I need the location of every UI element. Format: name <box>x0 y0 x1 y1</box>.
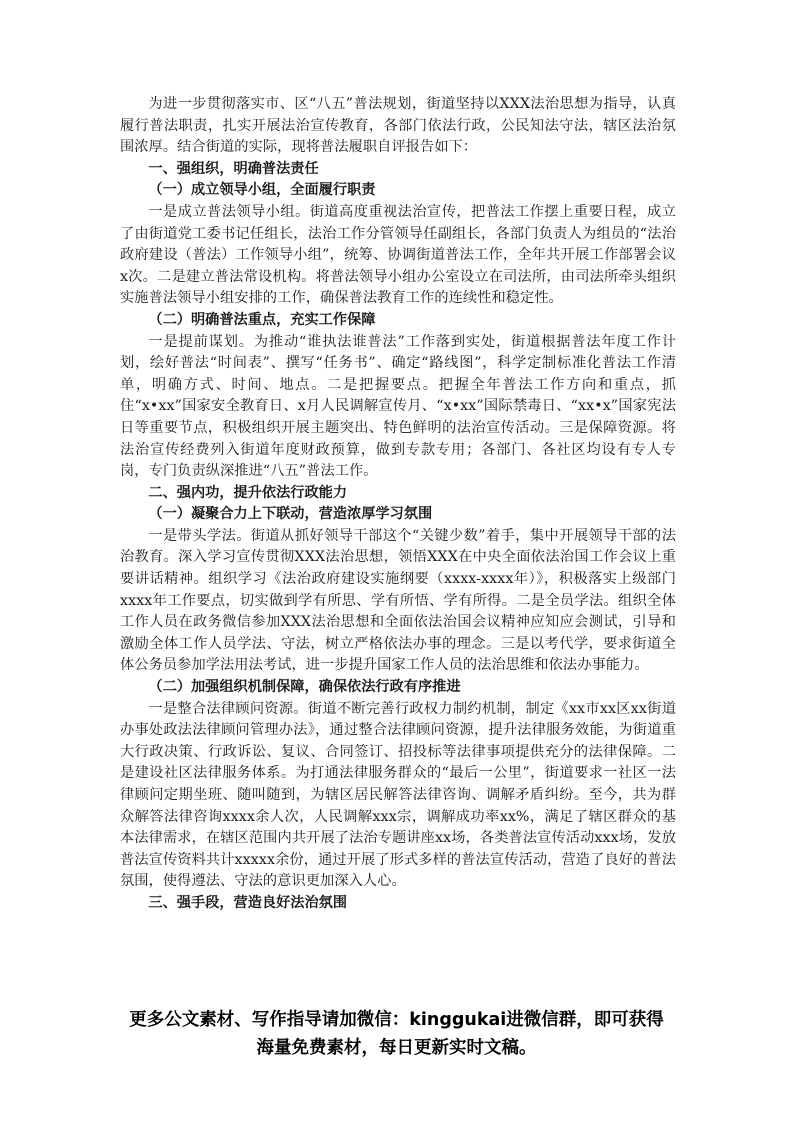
section-2-2-body: 一是整合法律顾问资源。街道不断完善行政权力制约机制，制定《xx市xx区xx街道办事处政法法律顾问管理办法》，通过整合法律顾问资源，提升法律服务效能，为街道重大行政决策、行政诉讼、复议、合同签订、招投标等法律事项提供充分的法律保障。二是建设社区法律服务体系。为打通法律服务群众的“最后一公里”，街道要求一社区一法律顾问定期坐班、随叫随到，为辖区居民解答法律咨询、调解矛盾纠纷。至今，共为群众解答法律咨询xxxx余人次，人民调解xxx宗，调解成功率xx%，满足了辖区群众的基本法律需求，在辖区范围内共开展了法治专题讲座xx场，各类普法宣传活动xxx场，发放普法宣传资料共计xxxxx余份，通过开展了形式多样的普法宣传活动，营造了良好的普法氛围，使得遵法、守法的意识更加深入人心。 <box>120 700 676 890</box>
section-1-2-body: 一是提前谋划。为推动“谁执法谁普法”工作落到实处，街道根据普法年度工作计划，绘好普法“时间表”、撰写“任务书”、确定“路线图”，科学定制标准化普法工作清单，明确方式、时间、地点。二是把握要点。把握全年普法工作方向和重点，抓住“x•xx”国家安全教育日、x月人民调解宣传月、“x•xx”国际禁毒日、“xx•x”国家宪法日等重要节点，积极组织开展主题突出、特色鲜明的法治宣传活动。三是保障资源。将法治宣传经费列入街道年度财政预算，做到专款专用；各部门、各社区均设有专人专岗，专门负责纵深推进“八五”普法工作。 <box>120 333 676 480</box>
section-1-2-heading: （二）明确普法重点，充实工作保障 <box>148 311 376 328</box>
promo-footer <box>100 1006 693 1062</box>
section-1-1-heading: （一）成立领导小组，全面履行职责 <box>148 182 376 199</box>
intro-paragraph: 为进一步贯彻落实市、区“八五”普法规划，街道坚持以XXX法治思想为指导，认真履行普法职责，扎实开展法治宣传教育，各部门依法行政，公民知法守法，辖区法治氛围浓厚。结合街道的实际，现将普法履职自评报告如下： <box>120 96 676 156</box>
section-2-1-body: 一是带头学法。街道从抓好领导干部这个“关键少数”着手，集中开展领导干部的法治教育。深入学习宣传贯彻XXX法治思想，领悟XXX在中央全面依法治国工作会议上重要讲话精神。组织学习《法治政府建设实施纲要（xxxx-xxxx年）》，积极落实上级部门xxxx年工作要点，切实做到学有所思、学有所悟、学有所得。二是全员学法。组织全体工作人员在政务微信参加XXX法治思想和全面依法治国会议精神应知应会测试，引导和激励全体工作人员学法、守法，树立严格依法办事的理念。三是以考代学，要求街道全体公务员参加学法用法考试，进一步提升国家工作人员的法治思维和依法办事能力。 <box>120 527 676 674</box>
section-1-1-body: 一是成立普法领导小组。街道高度重视法治宣传，把普法工作摆上重要日程，成立了由街道党工委书记任组长，法治工作分管领导任副组长，各部门负责人为组员的“法治政府建设（普法）工作领导小组”，统筹、协调街道普法工作，全年共开展工作部署会议x次。二是建立普法常设机构。将普法领导小组办公室设立在司法所，由司法所牵头组织实施普法领导小组安排的工作，确保普法教育工作的连续性和稳定性。 <box>120 203 676 307</box>
section-1-heading: 一、强组织，明确普法责任 <box>148 160 319 177</box>
promo-line-2: 海量免费素材，每日更新实时文稿。 <box>256 1038 537 1058</box>
section-2-2-heading: （二）加强组织机制保障，确保依法行政有序推进 <box>148 679 461 696</box>
section-2-1-heading: （一）凝聚合力上下联动，营造浓厚学习氛围 <box>148 506 433 523</box>
section-2-heading: 二、强内功，提升依法行政能力 <box>148 484 348 501</box>
promo-line-1: 更多公文素材、写作指导请加微信：kinggukai进微信群，即可获得 <box>129 1010 664 1030</box>
section-3-heading: 三、强手段，营造良好法治氛围 <box>148 894 348 911</box>
document-body <box>120 94 676 915</box>
